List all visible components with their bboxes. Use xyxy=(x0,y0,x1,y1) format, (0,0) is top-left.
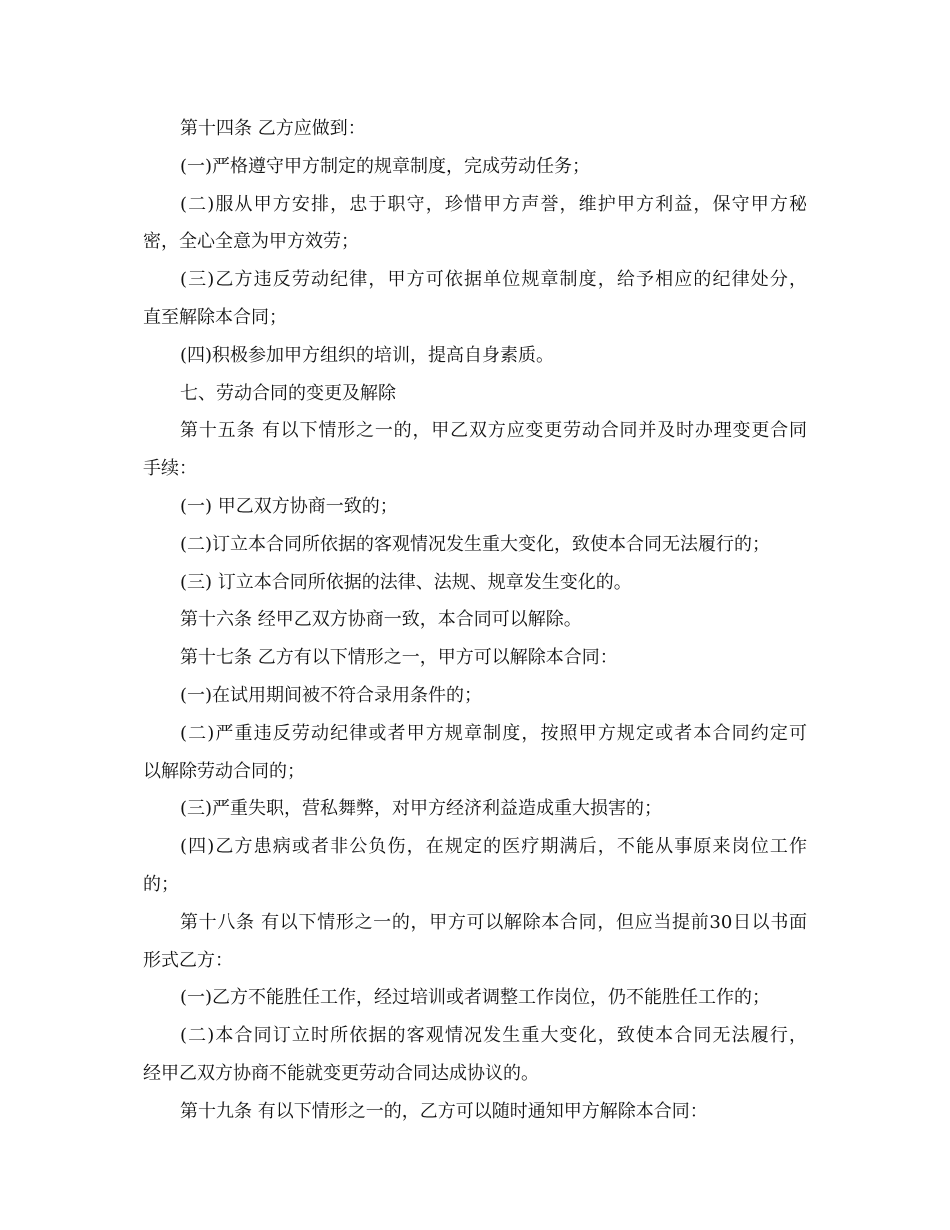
paragraph xyxy=(143,796,807,834)
paragraph xyxy=(143,494,807,532)
text-line: (二)服从甲方安排，忠于职守，珍惜甲方声誉，维护甲方利益，保守甲方秘 xyxy=(180,193,807,215)
text-line: (三) 订立本合同所依据的法律、法规、规章发生变化的。 xyxy=(180,571,632,593)
text-line: (二)订立本合同所依据的客观情况发生重大变化，致使本合同无法履行的； xyxy=(180,533,771,555)
paragraph xyxy=(143,834,807,910)
text-line: 直至解除本合同； xyxy=(143,306,287,328)
text-line: (四)乙方患病或者非公负伤，在规定的医疗期满后，不能从事原来岗位工作 xyxy=(180,836,807,858)
paragraph xyxy=(143,267,807,343)
text-line: 第十四条 乙方应做到： xyxy=(180,118,366,139)
text-line: 第十九条 有以下情形之一的，乙方可以随时通知甲方解除本合同： xyxy=(180,1100,708,1122)
paragraph xyxy=(143,721,807,797)
text-line: 第十六条 经甲乙双方协商一致，本合同可以解除。 xyxy=(180,609,582,631)
paragraph xyxy=(143,154,807,192)
text-line: 第十八条 有以下情形之一的，甲方可以解除本合同，但应当提前30日以书面 xyxy=(180,911,807,933)
text-line: (一)乙方不能胜任工作，经过培训或者调整工作岗位，仍不能胜任工作的； xyxy=(180,987,771,1009)
paragraph xyxy=(143,192,807,268)
document-page xyxy=(143,116,807,1137)
text-line: (三)乙方违反劳动纪律，甲方可依据单位规章制度，给予相应的纪律处分， xyxy=(180,269,807,291)
paragraph xyxy=(143,418,807,494)
text-line: (二)本合同订立时所依据的客观情况发生重大变化，致使本合同无法履行， xyxy=(180,1025,807,1047)
text-line: 第十五条 有以下情形之一的，甲乙双方应变更劳动合同并及时办理变更合同 xyxy=(180,420,807,442)
paragraph xyxy=(143,381,807,419)
text-line: 的； xyxy=(143,873,179,895)
text-line: 密，全心全意为甲方效劳； xyxy=(143,231,359,253)
text-line: (四)积极参加甲方组织的培训，提高自身素质。 xyxy=(180,344,555,366)
text-line: (一)严格遵守甲方制定的规章制度，完成劳动任务； xyxy=(180,155,591,177)
paragraph xyxy=(143,1099,807,1137)
text-line: 手续： xyxy=(143,458,197,480)
paragraph xyxy=(143,683,807,721)
text-line: 七、劳动合同的变更及解除 xyxy=(180,382,396,404)
paragraph xyxy=(143,910,807,986)
text-line: 以解除劳动合同的； xyxy=(143,760,305,782)
paragraph xyxy=(143,532,807,570)
text-line: (一)在试用期间被不符合录用条件的； xyxy=(180,684,483,706)
text-line: 第十七条 乙方有以下情形之一，甲方可以解除本合同： xyxy=(180,647,618,669)
paragraph xyxy=(143,570,807,608)
paragraph xyxy=(143,343,807,381)
text-line: (二)严重违反劳动纪律或者甲方规章制度，按照甲方规定或者本合同约定可 xyxy=(180,722,807,744)
paragraph xyxy=(143,607,807,645)
text-line: 形式乙方： xyxy=(143,949,233,971)
paragraph xyxy=(143,645,807,683)
paragraph xyxy=(143,116,807,154)
text-line: 经甲乙双方协商不能就变更劳动合同达成协议的。 xyxy=(143,1062,539,1084)
paragraph xyxy=(143,1023,807,1099)
text-line: (一) 甲乙双方协商一致的； xyxy=(180,495,398,517)
paragraph xyxy=(143,985,807,1023)
text-line: (三)严重失职，营私舞弊，对甲方经济利益造成重大损害的； xyxy=(180,798,663,820)
